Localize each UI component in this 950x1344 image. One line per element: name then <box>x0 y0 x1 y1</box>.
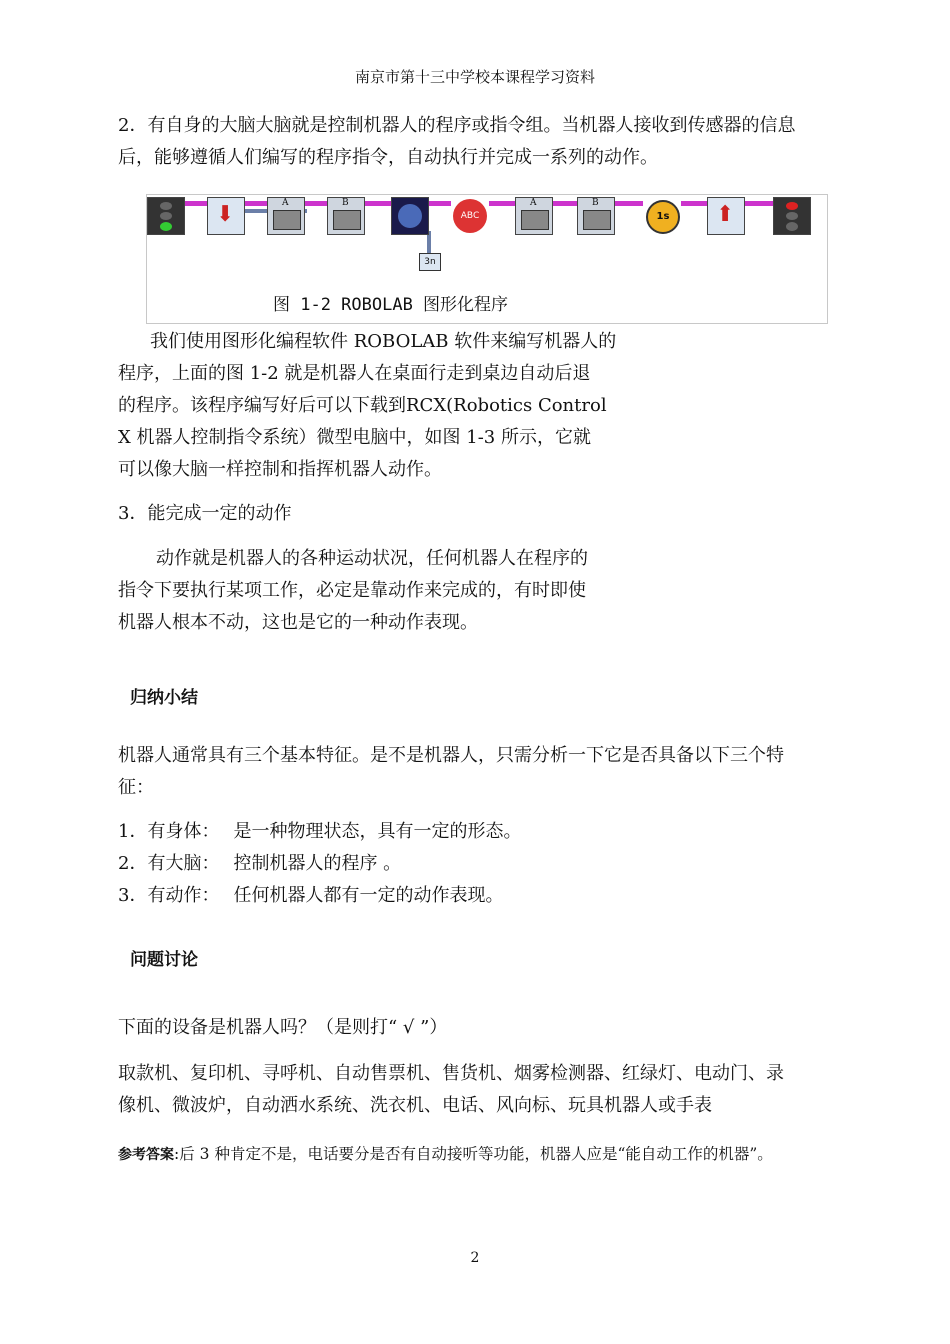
para-robolab-line1: 我们使用图形化编程软件 ROBOLAB 软件来编写机器人的 <box>150 331 617 352</box>
para-action-line3: 机器人根本不动，这也是它的一种动作表现。 <box>118 612 478 633</box>
para-robolab-line5: 可以像大脑一样控制和指挥机器人动作。 <box>118 459 442 480</box>
feature-label: 3．有动作： <box>118 885 220 906</box>
summary-heading: 归纳小结 <box>130 688 198 708</box>
section2-line1: 2．有自身的大脑大脑就是控制机器人的程序或指令组。当机器人接收到传感器的信息 <box>118 115 796 136</box>
feature-item-body <box>118 816 521 848</box>
timer-icon: 1s <box>643 197 681 235</box>
feature-label: 2．有大脑： <box>118 853 220 874</box>
answer-text: :后 3 种肯定不是，电话要分是否有自动接听等功能，机器人应是“能自动工作的机器”。 <box>174 1145 773 1163</box>
para-robolab-line3: 的程序。该程序编写好后可以下载到RCX(Robotics Control <box>118 395 607 416</box>
para-action-line1: 动作就是机器人的各种运动状况，任何机器人在程序的 <box>156 548 588 569</box>
feature-text: 控制机器人的程序 。 <box>233 853 402 874</box>
page-header: 南京市第十三中学校本课程学习资料 <box>354 68 595 86</box>
figure-caption: 图 1-2 ROBOLAB 图形化程序 <box>273 295 509 315</box>
motor-a-icon: A <box>267 197 305 235</box>
motor-b-icon: B <box>327 197 365 235</box>
stop-sign-icon: ABC <box>451 197 489 235</box>
summary-intro-line1: 机器人通常具有三个基本特征。是不是机器人，只需分析一下它是否具备以下三个特 <box>118 745 784 766</box>
summary-intro-line2: 征： <box>118 777 154 798</box>
arrow-up-icon: ⬆ <box>707 197 745 235</box>
feature-item-brain <box>118 848 401 880</box>
feature-label: 1．有身体： <box>118 821 220 842</box>
traffic-light-green-icon <box>147 197 185 235</box>
touch-sensor-icon <box>391 197 429 235</box>
para-robolab-line2: 程序，上面的图 1-2 就是机器人在桌面行走到桌边自动后退 <box>118 363 591 384</box>
section2-line2: 后，能够遵循人们编写的程序指令，自动执行并完成一系列的动作。 <box>118 147 658 168</box>
para-action-line2: 指令下要执行某项工作，必定是靠动作来完成的，有时即使 <box>118 580 586 601</box>
motor-a-reverse-icon: A <box>515 197 553 235</box>
traffic-light-red-icon <box>773 197 811 235</box>
page-number: 2 <box>470 1250 480 1266</box>
para-robolab-line4: X 机器人控制指令系统）微型电脑中，如图 1-3 所示，它就 <box>118 427 591 448</box>
arrow-down-icon: ⬇ <box>207 197 245 235</box>
feature-text: 任何机器人都有一定的动作表现。 <box>233 885 504 906</box>
discussion-heading: 问题讨论 <box>130 950 198 970</box>
sensor-port-block: 3n <box>419 253 441 271</box>
feature-item-action <box>118 880 503 912</box>
section3-title: 3．能完成一定的动作 <box>118 503 292 524</box>
reference-answer <box>118 1142 838 1164</box>
discussion-question: 下面的设备是机器人吗？（是则打“ √ ”） <box>118 1017 448 1038</box>
feature-text: 是一种物理状态，具有一定的形态。 <box>233 821 522 842</box>
device-list-line2: 像机、微波炉，自动洒水系统、洗衣机、电话、风向标、玩具机器人或手表 <box>118 1095 712 1116</box>
motor-b-reverse-icon: B <box>577 197 615 235</box>
answer-label: 参考答案 <box>118 1147 174 1163</box>
device-list-line1: 取款机、复印机、寻呼机、自动售票机、售货机、烟雾检测器、红绿灯、电动门、录 <box>118 1063 784 1084</box>
figure-robolab-program <box>146 194 828 324</box>
